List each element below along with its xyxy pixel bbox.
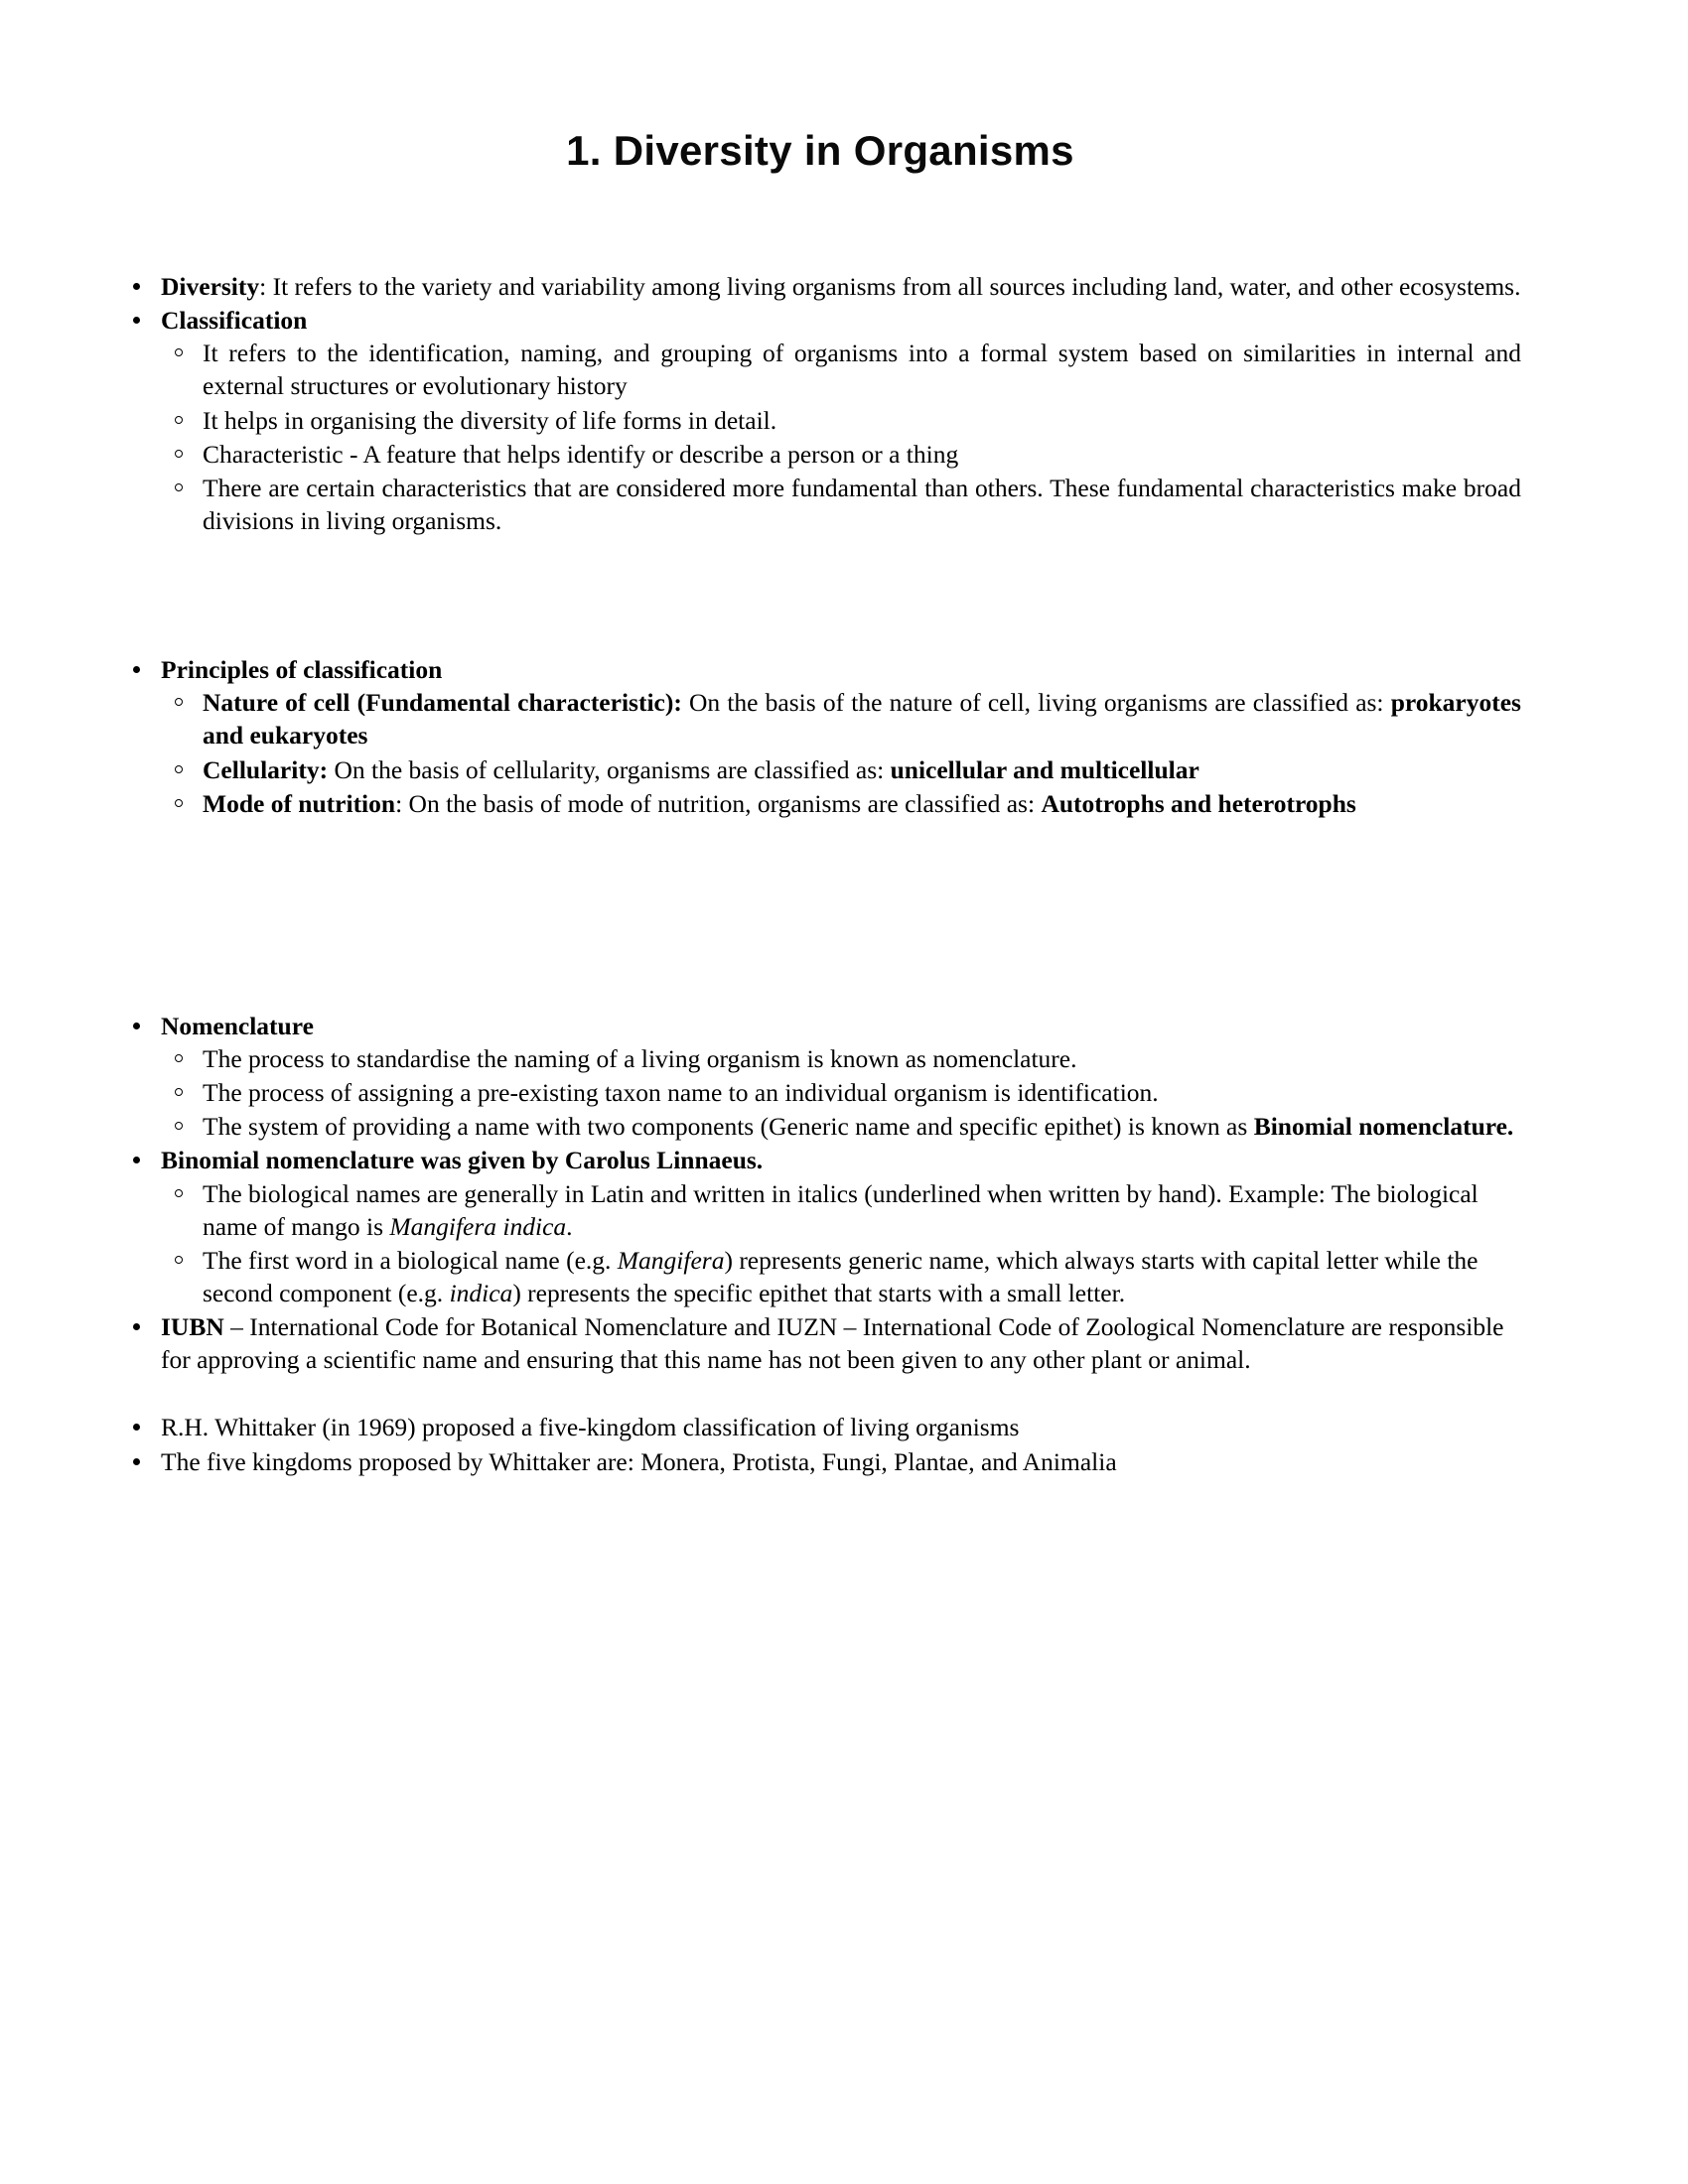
binomial-definition-text: The system of providing a name with two components (Generic name and specific epithet) is known as xyxy=(203,1112,1254,1142)
binomial-point-2-part2: ) represents generic name, which always starts with capital letter while the second component (e.g. xyxy=(203,1245,1478,1307)
list-item xyxy=(161,472,1521,537)
bullet-dot-icon xyxy=(133,1157,140,1163)
list-item-principles xyxy=(119,653,1521,820)
spacer xyxy=(119,936,1521,1010)
nomenclature-point-1: The process to standardise the naming of a living organism is known as nomenclature. xyxy=(203,1043,1077,1073)
list-item xyxy=(161,1177,1521,1243)
diversity-paragraph xyxy=(161,270,1521,303)
list-item xyxy=(161,404,1521,437)
whittaker-point-1: R.H. Whittaker (in 1969) proposed a five-kingdom classification of living organisms xyxy=(161,1413,1020,1442)
bullet-circle-icon xyxy=(175,765,183,773)
bullet-circle-icon xyxy=(175,1122,183,1130)
diversity-body: : It refers to the variety and variability among living organisms from all sources including land, water, and other ecosystems. xyxy=(259,272,1521,301)
binomial-heading: Binomial nomenclature was given by Carolus Linnaeus. xyxy=(161,1146,764,1175)
binomial-point-2-part1: The first word in a biological name (e.g. xyxy=(203,1245,618,1275)
page-title: 1. Diversity in Organisms xyxy=(566,127,1074,174)
bullet-dot-icon xyxy=(133,666,140,673)
principle-cellularity xyxy=(203,753,1521,786)
list-item xyxy=(161,1076,1521,1109)
list-item xyxy=(161,1244,1521,1309)
list-item-whittaker-1 xyxy=(119,1411,1521,1443)
bullet-circle-icon xyxy=(175,698,183,706)
list-item-codes xyxy=(119,1310,1521,1376)
bullet-circle-icon xyxy=(175,348,183,356)
bullet-dot-icon xyxy=(133,317,140,324)
bullet-circle-icon xyxy=(175,450,183,458)
list-item-diversity xyxy=(119,270,1521,303)
principles-sublist xyxy=(161,686,1521,820)
list-item xyxy=(161,787,1521,820)
nomenclature-point-binomial xyxy=(203,1110,1521,1143)
cellularity-text: On the basis of cellularity, organisms are classified as: xyxy=(328,754,891,784)
bullet-circle-icon xyxy=(175,483,183,491)
nature-of-cell-label: Nature of cell (Fundamental characteristic): xyxy=(203,688,682,718)
list-item-whittaker-2 xyxy=(119,1445,1521,1478)
list-item-binomial xyxy=(119,1144,1521,1309)
bullet-dot-icon xyxy=(133,1323,140,1330)
genus-name-mangifera: Mangifera xyxy=(617,1245,725,1275)
classification-point-1: It refers to the identification, naming, and grouping of organisms into a formal system based on similarities in internal and external structures or evolutionary history xyxy=(203,339,1521,401)
list-item xyxy=(161,337,1521,402)
binomial-point-1-part2: . xyxy=(566,1211,573,1241)
whittaker-list xyxy=(119,1411,1521,1477)
binomial-point-1 xyxy=(203,1177,1521,1243)
classification-point-2: It helps in organising the diversity of life forms in detail. xyxy=(203,405,777,435)
binomial-point-2-part3: ) represents the specific epithet that starts with a small letter. xyxy=(512,1278,1126,1307)
species-name-mangifera-indica: Mangifera indica xyxy=(389,1211,567,1241)
spacer xyxy=(119,821,1521,936)
spacer xyxy=(119,1377,1521,1411)
codes-bold-lead: IUBN xyxy=(161,1312,224,1342)
cellularity-label: Cellularity: xyxy=(203,754,329,784)
codes-paragraph xyxy=(161,1310,1521,1376)
principles-list xyxy=(119,653,1521,820)
nomenclature-point-2: The process of assigning a pre-existing taxon name to an individual organism is identification. xyxy=(203,1078,1159,1108)
bullet-dot-icon xyxy=(133,1424,140,1431)
nature-of-cell-emphasis: prokaryotes and eukaryotes xyxy=(203,688,1521,751)
classification-heading: Classification xyxy=(161,306,308,336)
nature-of-cell-text: On the basis of the nature of cell, living organisms are classified as: xyxy=(681,688,1391,718)
bullet-circle-icon xyxy=(175,1256,183,1264)
binomial-definition-emphasis: Binomial nomenclature. xyxy=(1253,1112,1514,1142)
mode-of-nutrition-text: : On the basis of mode of nutrition, organisms are classified as: xyxy=(395,788,1042,818)
principles-heading: Principles of classification xyxy=(161,655,443,685)
bullet-dot-icon xyxy=(133,1023,140,1029)
list-item xyxy=(161,686,1521,751)
bullet-dot-icon xyxy=(133,1458,140,1465)
list-item xyxy=(161,1110,1521,1143)
classification-point-3: Characteristic - A feature that helps identify or describe a person or a thing xyxy=(203,439,959,469)
epithet-indica: indica xyxy=(449,1278,513,1307)
diversity-term: Diversity xyxy=(161,272,260,301)
codes-body: – International Code for Botanical Nomenclature and IUZN – International Code of Zoological Nomenclature are responsible for approving a scientific name and ensuring that this name has not been given to any other plant or animal. xyxy=(161,1312,1504,1375)
list-item xyxy=(161,1042,1521,1075)
classification-point-4: There are certain characteristics that are considered more fundamental than others. These fundamental characteristics make broad divisions in living organisms. xyxy=(203,473,1521,535)
list-item-classification xyxy=(119,304,1521,537)
binomial-sublist xyxy=(161,1177,1521,1310)
bullet-dot-icon xyxy=(133,283,140,290)
bullet-circle-icon xyxy=(175,799,183,807)
nomenclature-list xyxy=(119,1010,1521,1377)
whittaker-point-2: The five kingdoms proposed by Whittaker are: Monera, Protista, Fungi, Plantae, and Animalia xyxy=(161,1446,1117,1476)
mode-of-nutrition-emphasis: Autotrophs and heterotrophs xyxy=(1041,788,1356,818)
mode-of-nutrition-label: Mode of nutrition xyxy=(203,788,396,818)
spacer xyxy=(119,538,1521,653)
cellularity-emphasis: unicellular and multicellular xyxy=(890,754,1199,784)
list-item-nomenclature xyxy=(119,1010,1521,1144)
nomenclature-heading: Nomenclature xyxy=(161,1011,314,1040)
nomenclature-sublist xyxy=(161,1042,1521,1143)
bullet-circle-icon xyxy=(175,1054,183,1062)
bullet-circle-icon xyxy=(175,1189,183,1197)
bullet-circle-icon xyxy=(175,416,183,424)
top-level-list xyxy=(119,270,1521,537)
bullet-circle-icon xyxy=(175,1088,183,1096)
classification-sublist xyxy=(161,337,1521,537)
list-item xyxy=(161,753,1521,786)
principle-nature-of-cell xyxy=(203,686,1521,751)
principle-mode-of-nutrition xyxy=(203,787,1521,820)
list-item xyxy=(161,438,1521,471)
document-body xyxy=(119,270,1521,1478)
binomial-point-1-part1: The biological names are generally in Latin and written in italics (underlined when written by hand). Example: The biological name of mango is xyxy=(203,1178,1478,1241)
binomial-point-2 xyxy=(203,1244,1521,1309)
